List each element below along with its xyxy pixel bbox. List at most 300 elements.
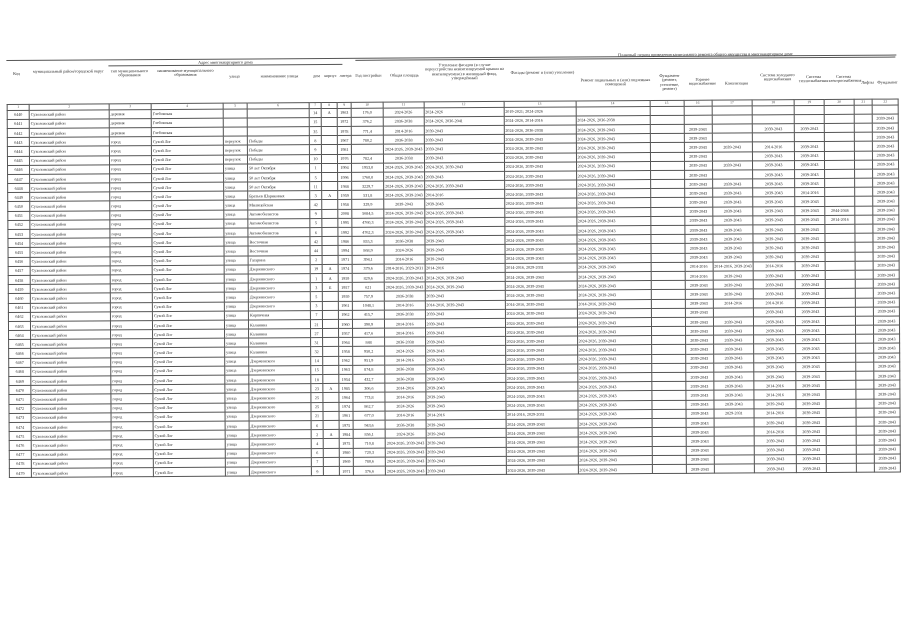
table-cell: 2024-2026, 2039-2043: [576, 235, 650, 245]
table-cell: 868,9: [352, 246, 384, 255]
table-cell: 3229,7: [352, 181, 384, 190]
column-number: 8: [321, 102, 337, 108]
table-cell: [223, 118, 247, 127]
table-cell: 2039-2043: [684, 133, 712, 142]
table-cell: А: [321, 108, 337, 117]
table-cell: 2039-2043: [874, 408, 900, 417]
table-cell: [825, 188, 855, 197]
table-cell: 2039-2043: [754, 335, 796, 344]
table-cell: 2039-2043: [712, 188, 753, 197]
table-cell: улица: [224, 274, 248, 283]
table-cell: [714, 455, 755, 464]
table-cell: 1972: [337, 117, 351, 126]
table-cell: 2024-2026, 2039-2043: [506, 428, 578, 438]
table-cell: 2039-2043: [712, 161, 753, 170]
table-cell: 2024-2026, 2039-2043: [577, 308, 651, 318]
table-cell: 9: [309, 145, 321, 154]
table-cell: 329,9: [352, 200, 384, 209]
table-cell: 6440: [7, 110, 29, 119]
table-cell: 2024-2026, 2039-2043: [504, 208, 576, 218]
table-cell: [651, 363, 685, 372]
table-cell: 2024-2026, 2039-2043: [505, 244, 577, 254]
table-cell: [323, 457, 339, 466]
table-cell: 2039-2043: [796, 344, 826, 353]
table-cell: 2024-2026, 2039-2043: [578, 437, 652, 447]
table-cell: Калинина: [248, 320, 310, 330]
table-cell: [826, 390, 856, 399]
table-cell: 2039-2043: [796, 436, 826, 445]
table-cell: Сухоложский район: [29, 109, 109, 119]
table-cell: Сухоложский район: [29, 128, 109, 138]
table-cell: 2039-2043: [712, 207, 753, 216]
table-cell: 2039-2043: [384, 199, 425, 208]
table-cell: 2039-2043: [873, 242, 899, 251]
table-cell: город: [110, 173, 152, 182]
table-cell: 6446: [8, 165, 30, 174]
table-cell: город: [109, 155, 151, 164]
table-cell: Сухоложский район: [31, 385, 111, 395]
table-cell: 2024-2026, 2039-2043: [578, 464, 652, 474]
table-cell: Сухоложский район: [30, 238, 110, 248]
table-cell: Сухой Лог: [152, 191, 224, 201]
table-cell: [684, 115, 712, 124]
table-cell: Б: [322, 283, 338, 292]
table-cell: [825, 252, 855, 261]
table-cell: город: [110, 275, 152, 284]
table-cell: [652, 437, 686, 446]
table-cell: Дзержинского: [248, 274, 310, 284]
table-cell: 2039-2043: [753, 206, 795, 215]
table-cell: 1975: [339, 439, 353, 448]
table-cell: 6443: [7, 137, 29, 146]
table-cell: [322, 227, 338, 236]
table-cell: 7: [310, 310, 322, 319]
table-cell: [322, 301, 338, 310]
table-cell: [651, 382, 685, 391]
table-cell: 2039-2043: [425, 346, 505, 356]
table-cell: Сухой Лог: [152, 164, 224, 174]
table-cell: 2024-2026, 2039-2043: [576, 198, 650, 208]
table-cell: 2039-2043: [713, 243, 754, 252]
column-number: 20: [824, 99, 854, 105]
table-cell: Сухоложский район: [31, 367, 111, 377]
col-heading-facade: Фасады (ремонт и (или) утепление): [510, 69, 575, 75]
table-cell: 1959: [338, 191, 352, 200]
table-cell: 1995: [338, 218, 352, 227]
table-cell: 1957: [339, 328, 353, 337]
table-cell: 6442: [7, 128, 29, 137]
table-cell: 1962: [339, 356, 353, 365]
table-cell: 2014-2016: [753, 261, 795, 270]
table-cell: 6: [311, 448, 323, 457]
table-cell: 2024-2026, 2039-2043: [577, 253, 651, 263]
column-number: 7: [309, 103, 321, 109]
table-cell: [651, 253, 685, 262]
table-cell: [825, 160, 855, 169]
table-cell: Восточная: [248, 246, 310, 256]
table-cell: [247, 117, 309, 127]
table-cell: [323, 420, 339, 429]
table-cell: 2039-2043: [794, 123, 824, 132]
table-cell: 18: [311, 375, 323, 384]
table-cell: Сухоложский район: [31, 449, 111, 459]
table-cell: город: [111, 431, 153, 440]
table-cell: [322, 292, 338, 301]
table-cell: улица: [225, 329, 249, 338]
table-cell: 2014-2016, 2029-2031: [505, 263, 577, 273]
table-cell: 2024-2026, 2039-2043: [384, 209, 425, 218]
table-cell: 2024-2026, 2039-2043: [577, 373, 651, 383]
table-cell: [854, 132, 872, 141]
table-cell: 1984: [339, 430, 353, 439]
table-cell: 2024-2026, 2039-2043: [384, 181, 425, 190]
col-heading-cold-water: Система холодного водоснабжения: [760, 72, 795, 82]
table-cell: 2024-2026, 2039-2043: [578, 409, 652, 419]
table-cell: [825, 197, 855, 206]
table-cell: 2024-2026, 2039-2043: [505, 336, 577, 346]
table-cell: [855, 243, 873, 252]
table-cell: [826, 436, 856, 445]
table-cell: улица: [224, 219, 248, 228]
table-cell: 2039-2043: [754, 326, 796, 335]
table-cell: [824, 142, 854, 151]
table-cell: 2039-2043: [795, 197, 825, 206]
table-cell: Сухоложский район: [31, 330, 111, 340]
table-cell: [826, 417, 856, 426]
table-cell: улица: [225, 338, 249, 347]
column-number: 11: [383, 102, 424, 108]
col-heading-roof: Утепление фасадов (в случае переустройства невентилируемой крыши на вентилируемую) в жилищный фонд, утверждённый: [425, 62, 504, 81]
table-cell: [856, 408, 874, 417]
table-cell: улица: [225, 458, 249, 467]
table-cell: [752, 133, 794, 142]
table-cell: 2024-2026, 2039-2043: [505, 254, 577, 264]
table-cell: 2024-2026, 2039-2043: [425, 282, 505, 292]
table-cell: Дзержинского: [249, 375, 311, 385]
table-cell: Сухой Лог: [153, 375, 225, 385]
table-cell: Сухоложский район: [31, 468, 111, 478]
table-cell: 2024-2026: [385, 346, 426, 355]
table-cell: [856, 371, 874, 380]
table-cell: [651, 336, 685, 345]
table-cell: Сухой Лог: [152, 302, 224, 312]
col-heading-district: муниципальный район/городской округ: [32, 68, 104, 74]
table-cell: улица: [224, 256, 248, 265]
table-cell: город: [110, 210, 152, 219]
column-number: 4: [151, 103, 223, 109]
table-cell: 2039-2043: [796, 445, 826, 454]
table-cell: переулок: [223, 145, 247, 154]
table-cell: Сухоложский район: [29, 146, 109, 156]
table-cell: [323, 365, 339, 374]
table-cell: 2024-2026, 2039-2043: [383, 144, 424, 153]
table-cell: 42: [310, 237, 322, 246]
table-cell: улица: [224, 164, 248, 173]
table-cell: 2024-2026, 2039-2043: [424, 217, 504, 227]
table-cell: 1969: [339, 457, 353, 466]
table-cell: 2039-2043: [753, 160, 795, 169]
table-cell: 2024-2026, 2039-2043: [577, 382, 651, 392]
table-cell: 677,0: [353, 411, 385, 420]
table-cell: 2039-2043: [686, 436, 714, 445]
table-cell: 2024-2026, 2039-2043: [504, 235, 576, 245]
table-cell: Дзержинского: [248, 283, 310, 293]
table-cell: 2024-2026, 2039-2043: [576, 170, 650, 180]
table-cell: Дзержинского: [249, 384, 311, 394]
table-cell: 2036-2038: [385, 374, 426, 383]
col-heading-street: наименование улицы: [260, 73, 299, 79]
table-cell: 6445: [7, 156, 29, 165]
table-cell: [650, 152, 684, 161]
table-cell: Автомобилистов: [248, 209, 310, 219]
table-cell: 2039-2043: [425, 401, 505, 411]
table-cell: 2039-2043: [795, 298, 825, 307]
table-cell: Сухоложский район: [30, 229, 110, 239]
table-cell: 2039-2043: [795, 215, 825, 224]
table-cell: 6468: [9, 367, 31, 376]
table-cell: 1971: [339, 466, 353, 475]
table-cell: 2039-2043: [753, 225, 795, 234]
table-cell: 6463: [8, 321, 30, 330]
table-cell: 5: [310, 218, 322, 227]
table-cell: А: [322, 264, 338, 273]
table-cell: [223, 127, 247, 136]
table-cell: 2039-2043: [713, 372, 754, 381]
table-cell: 2024-2026: [424, 107, 504, 117]
table-cell: 2039-2043: [874, 399, 900, 408]
table-cell: Сухой Лог: [152, 173, 224, 183]
table-cell: город: [111, 449, 153, 458]
table-cell: Сухоложский район: [30, 312, 110, 322]
table-cell: 2024-2026, 2039-2043: [385, 466, 426, 475]
table-cell: Сухой Лог: [153, 329, 225, 339]
table-cell: 1967: [337, 136, 351, 145]
table-cell: 50 лет Октября: [248, 182, 310, 192]
table-cell: [826, 344, 856, 353]
table-cell: Сухой Лог: [151, 155, 223, 165]
table-cell: [322, 319, 338, 328]
table-cell: 2039-2043: [685, 372, 713, 381]
table-cell: [247, 108, 309, 118]
table-cell: [321, 154, 337, 163]
table-cell: Дзержинского: [249, 356, 311, 366]
table-cell: 2039-2043: [425, 355, 505, 365]
table-cell: 2039-2043: [752, 124, 794, 133]
table-cell: 2024-2026, 2039-2043: [577, 244, 651, 254]
table-cell: [825, 298, 855, 307]
col-heading-korpus: корпус: [324, 72, 337, 79]
table-cell: 2036-2038: [385, 420, 426, 429]
col-heading-electric: Система электроснабжения: [828, 73, 862, 84]
table-cell: Дзержинского: [248, 301, 310, 311]
table-cell: 417,6: [353, 328, 385, 337]
table-cell: 15: [311, 365, 323, 374]
table-cell: [650, 170, 684, 179]
table-cell: [855, 279, 873, 288]
table-cell: 2039-2043: [754, 362, 796, 371]
table-cell: 1: [310, 163, 322, 172]
table-cell: [323, 411, 339, 420]
table-cell: [855, 187, 873, 196]
table-cell: 2014-2016: [384, 319, 425, 328]
table-cell: 5: [310, 172, 322, 181]
table-cell: переулок: [223, 136, 247, 145]
table-cell: [321, 136, 337, 145]
table-cell: [714, 445, 755, 454]
table-cell: 2039-2043: [425, 337, 505, 347]
table-cell: 2024-2026, 2039-2043: [424, 208, 504, 218]
table-cell: 2039-2043: [754, 372, 796, 381]
table-cell: 782,4: [351, 154, 383, 163]
table-cell: 2024-2026, 2039-2043: [504, 143, 576, 153]
column-number: 2: [29, 104, 109, 110]
table-cell: 2039-2043: [753, 151, 795, 160]
table-cell: переулок: [223, 155, 247, 164]
table-cell: [323, 393, 339, 402]
table-cell: [322, 246, 338, 255]
table-cell: 771,4: [351, 126, 383, 135]
table-cell: [714, 464, 755, 473]
table-cell: 6450: [8, 202, 30, 211]
table-cell: 2039-2043: [873, 261, 899, 270]
table-cell: [323, 439, 339, 448]
table-cell: [826, 463, 856, 472]
table-cell: 6461: [8, 303, 30, 312]
table-cell: [824, 105, 854, 114]
table-cell: 2039-2043: [874, 417, 900, 426]
table-cell: Сухоложский район: [30, 302, 110, 312]
table-cell: 6459: [8, 284, 30, 293]
table-cell: 2039-2043: [686, 409, 714, 418]
table-cell: [856, 426, 874, 435]
table-cell: 4: [311, 439, 323, 448]
table-cell: 2039-2043: [796, 371, 826, 380]
table-cell: 862,7: [353, 402, 385, 411]
table-cell: 2039-2043: [425, 318, 505, 328]
table-cell: 2014-2016: [425, 263, 505, 273]
col-heading-year: Год постройки: [355, 72, 382, 78]
table-cell: 50 лет Октября: [248, 173, 310, 183]
table-cell: Сухой Лог: [151, 145, 223, 155]
table-cell: 2039-2043: [424, 171, 504, 181]
table-cell: Сухой Лог: [152, 201, 224, 211]
table-cell: 829,6: [352, 273, 384, 282]
table-cell: 6478: [9, 459, 31, 468]
table-cell: Сухоложский район: [30, 192, 110, 202]
table-cell: 2039-2043: [713, 252, 754, 261]
table-cell: 2024-2026, 2039-2043: [576, 143, 650, 153]
table-cell: [794, 133, 824, 142]
table-cell: Глебовская: [151, 109, 223, 119]
table-cell: Дзержинского: [248, 292, 310, 302]
table-cell: 2024-2026, 2039-2043: [576, 134, 650, 144]
table-cell: улица: [224, 246, 248, 255]
table-cell: 2039-2043: [713, 335, 754, 344]
table-cell: Победы: [247, 145, 309, 155]
table-cell: 14: [309, 108, 321, 117]
table-cell: 379,6: [352, 264, 384, 273]
table-cell: 1976: [337, 154, 351, 163]
table-cell: [651, 391, 685, 400]
table-cell: 2039-2043: [754, 317, 796, 326]
table-cell: 2039-2043: [874, 445, 900, 454]
column-number: 1: [7, 104, 29, 110]
table-cell: 376,2: [351, 117, 383, 126]
table-cell: Дзержинского: [249, 421, 311, 431]
table-cell: 2036-2038: [383, 153, 424, 162]
table-cell: Сухоложский район: [30, 256, 110, 266]
table-cell: 2039-2043: [874, 389, 900, 398]
table-cell: Победы: [247, 136, 309, 146]
table-cell: Автомобилистов: [248, 218, 310, 228]
table-cell: 2039-2043: [685, 354, 713, 363]
table-cell: [794, 114, 824, 123]
table-cell: Дзержинского: [249, 365, 311, 375]
table-cell: 2039-2043: [686, 418, 714, 427]
table-cell: 2024-2026, 2039-2043: [576, 216, 650, 226]
table-cell: [826, 325, 856, 334]
table-cell: 2039-2043: [873, 252, 899, 261]
table-cell: Сухой Лог: [152, 265, 224, 275]
table-cell: улица: [224, 237, 248, 246]
table-cell: [826, 362, 856, 371]
table-cell: [650, 133, 684, 142]
table-cell: 2014-2016: [795, 188, 825, 197]
table-cell: 2024-2026, 2036-2038: [504, 125, 576, 135]
table-cell: [223, 109, 247, 118]
table-cell: Сухой Лог: [151, 136, 223, 146]
table-cell: 1958: [339, 347, 353, 356]
table-cell: 2039-2043: [424, 199, 504, 209]
table-cell: 2024-2026, 2039-2043: [505, 281, 577, 291]
table-cell: Сухоложский район: [31, 348, 111, 358]
table-cell: 2039-2043: [873, 178, 899, 187]
table-cell: 2024-2026, 2039-2043: [385, 447, 426, 456]
table-cell: 2039-2043: [796, 316, 826, 325]
table-cell: [651, 290, 685, 299]
table-cell: 2039-2043: [685, 289, 713, 298]
table-cell: Сухоложский район: [30, 275, 110, 285]
table-cell: [826, 335, 856, 344]
table-cell: 2036-2038: [384, 236, 425, 245]
table-cell: [825, 169, 855, 178]
table-cell: 2014-2016: [384, 300, 425, 309]
table-cell: 6454: [8, 239, 30, 248]
table-cell: 2039-2043: [754, 436, 796, 445]
table-cell: деревня: [109, 109, 151, 118]
table-cell: 2014-2016, 2039-2043: [577, 299, 651, 309]
table-cell: 6465: [9, 340, 31, 349]
table-cell: 2024-2026, 2039-2043: [577, 336, 651, 346]
table-cell: 2039-2043: [425, 364, 505, 374]
table-cell: 6471: [9, 395, 31, 404]
table-cell: город: [110, 284, 152, 293]
table-cell: 2039-2043: [712, 197, 753, 206]
table-cell: 6469: [9, 376, 31, 385]
table-cell: Сухоложский район: [29, 155, 109, 165]
table-cell: 1760,0: [352, 172, 384, 181]
table-cell: улица: [225, 467, 249, 476]
table-cell: Сухой Лог: [153, 348, 225, 358]
table-cell: 6466: [9, 349, 31, 358]
table-cell: 2039-2043: [425, 309, 505, 319]
table-cell: 2: [310, 255, 322, 264]
table-cell: 2039-2043: [795, 280, 825, 289]
table-cell: [322, 255, 338, 264]
table-cell: 6458: [8, 275, 30, 284]
table-cell: [650, 115, 684, 124]
table-cell: Сухоложский район: [30, 266, 110, 276]
